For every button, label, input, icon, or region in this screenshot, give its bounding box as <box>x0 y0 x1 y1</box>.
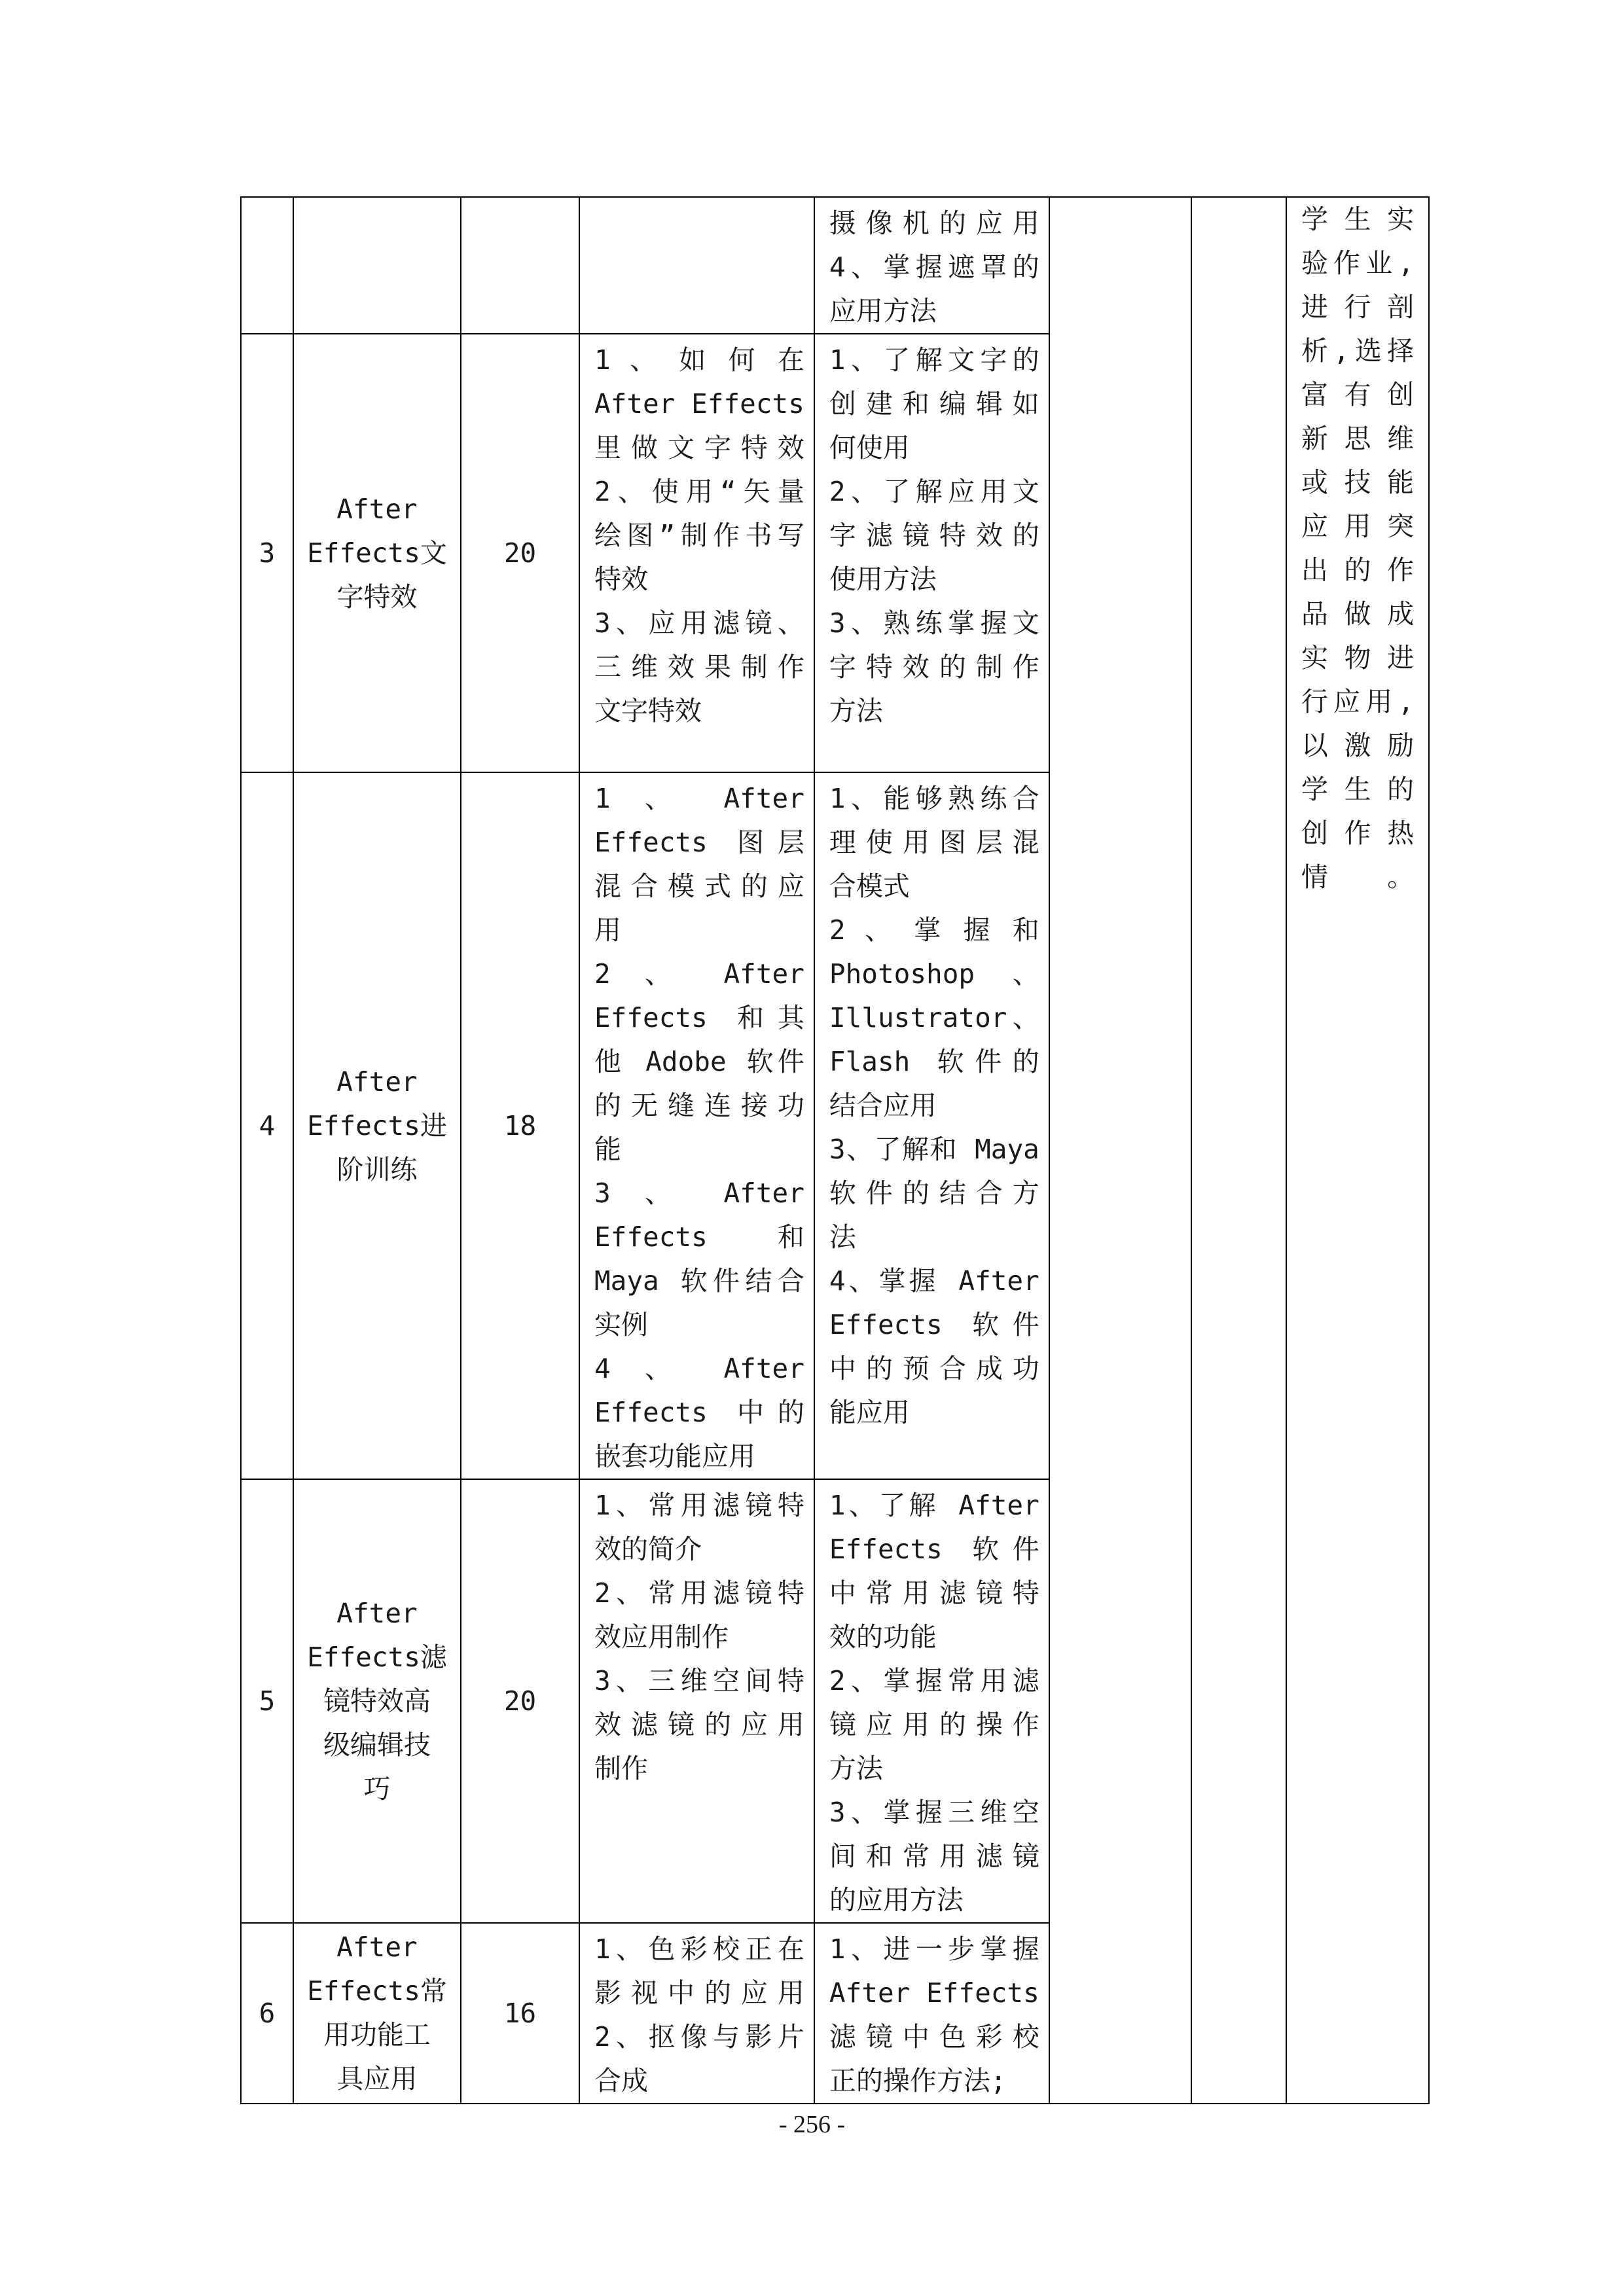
content-line: 2 、 After <box>594 958 804 990</box>
content-line: 特效 <box>594 564 648 595</box>
objective-line: 2、了解应用文 <box>829 476 1039 507</box>
evaluation-line: 创 作 热 <box>1301 817 1415 849</box>
cell-content <box>579 334 814 772</box>
content-line: 2、使用“矢量 <box>594 476 804 507</box>
name-line: 用功能工 <box>323 2019 431 2051</box>
evaluation-line: 析,选择 <box>1301 335 1415 367</box>
content-line: Effects 和其 <box>594 1002 804 1033</box>
content-line: 混合模式的应 <box>594 870 804 902</box>
evaluation-line: 新 思 维 <box>1301 423 1415 454</box>
evaluation-line: 品 做 成 <box>1301 598 1415 630</box>
evaluation-line: 学 生 的 <box>1301 774 1415 805</box>
objective-line: 法 <box>829 1221 856 1253</box>
objective-line: 结合应用 <box>829 1090 937 1121</box>
objective-line: Photoshop 、 <box>829 958 1039 990</box>
name-line: 级编辑技 <box>323 1729 431 1761</box>
objective-line: 的应用方法 <box>829 1884 964 1916</box>
content-line: 1、色彩校正在 <box>594 1933 804 1965</box>
name-line: 具应用 <box>336 2063 418 2094</box>
name-line: 字特效 <box>336 581 418 613</box>
cell-hours: 20 <box>461 1479 579 1923</box>
cell-objectives <box>814 1923 1049 2104</box>
objective-line: 1、了解 After <box>829 1490 1039 1521</box>
objective-line: Effects 软件 <box>829 1534 1039 1565</box>
objective-line: Effects 软件 <box>829 1309 1039 1340</box>
objective-line: Flash 软件的 <box>829 1046 1039 1077</box>
content-line: After Effects <box>594 388 804 420</box>
content-line: 1 、 如 何 在 <box>594 344 804 376</box>
cell-name <box>293 334 461 772</box>
name-line: 阶训练 <box>336 1153 418 1185</box>
objective-line: 4、掌握遮罩的 <box>829 251 1039 283</box>
objective-line: 4、掌握 After <box>829 1265 1039 1297</box>
objective-line: Illustrator、 <box>829 1002 1039 1033</box>
objective-line: 1、了解文字的 <box>829 344 1039 376</box>
objective-line: 创建和编辑如 <box>829 388 1039 420</box>
content-line: 文字特效 <box>594 695 702 726</box>
content-line: 合成 <box>594 2065 648 2096</box>
name-line: Effects进 <box>307 1109 447 1141</box>
objective-line: 1、能够熟练合 <box>829 783 1039 814</box>
objective-line: 字滤镜特效的 <box>829 520 1039 551</box>
cell-hours: 18 <box>461 772 579 1479</box>
page-number: - 256 - <box>778 2111 846 2138</box>
content-line: 他 Adobe 软件 <box>594 1046 804 1077</box>
name-line: 巧 <box>363 1772 391 1804</box>
content-line: 里做文字特效 <box>594 432 804 463</box>
cell-no: 3 <box>241 334 293 772</box>
objective-line: 1、进一步掌握 <box>829 1933 1039 1965</box>
objective-line: 中的预合成功 <box>829 1353 1039 1384</box>
objective-line: 软件的结合方 <box>829 1177 1039 1209</box>
evaluation-line: 行应用, <box>1301 686 1415 717</box>
evaluation-line: 出 的 作 <box>1301 554 1415 586</box>
content-line: 2、抠像与影片 <box>594 2021 804 2053</box>
content-line: Effects 图层 <box>594 827 804 858</box>
objective-line: 字特效的制作 <box>829 651 1039 683</box>
table-row-continued <box>241 197 1429 334</box>
objective-line: 2、掌握常用滤 <box>829 1665 1039 1696</box>
name-line: After <box>336 493 418 525</box>
content-line: 3、应用滤镜、 <box>594 607 804 639</box>
content-line: 绘图”制作书写 <box>594 520 804 551</box>
objective-line: 摄像机的应用 <box>829 207 1039 239</box>
cell-content <box>579 1923 814 2104</box>
name-line: Effects滤 <box>307 1641 447 1673</box>
cell-hours: 16 <box>461 1923 579 2104</box>
content-line: Maya 软件结合 <box>594 1265 804 1297</box>
evaluation-line: 富 有 创 <box>1301 379 1415 410</box>
name-line: Effects常 <box>307 1975 447 2007</box>
cell-content-continued <box>579 197 814 334</box>
objective-line: 中常用滤镜特 <box>829 1577 1039 1609</box>
content-line: 三维效果制作 <box>594 651 804 683</box>
cell-objectives <box>814 1479 1049 1923</box>
objective-line: 3、了解和 Maya <box>829 1134 1039 1165</box>
cell-no: 5 <box>241 1479 293 1923</box>
content-line: 嵌套功能应用 <box>594 1441 755 1472</box>
content-line: 用 <box>594 914 621 946</box>
objective-line: After Effects <box>829 1977 1039 2009</box>
cell-no: 6 <box>241 1923 293 2104</box>
name-line: 镜特效高 <box>323 1685 431 1717</box>
content-line: 1、常用滤镜特 <box>594 1490 804 1521</box>
content-line: 效应用制作 <box>594 1621 729 1653</box>
content-line: 1 、 After <box>594 783 804 814</box>
name-line: Effects文 <box>307 537 447 569</box>
content-line: 能 <box>594 1134 621 1165</box>
name-line: After <box>336 1931 418 1963</box>
name-line: After <box>336 1597 418 1629</box>
cell-hours: 20 <box>461 334 579 772</box>
objective-line: 镜应用的操作 <box>829 1709 1039 1740</box>
cell-hours-continued <box>461 197 579 334</box>
content-line: 效滤镜的应用 <box>594 1709 804 1740</box>
cell-name-continued <box>293 197 461 334</box>
objective-line: 间和常用滤镜 <box>829 1840 1039 1872</box>
cell-objectives <box>814 772 1049 1479</box>
content-line: 效的简介 <box>594 1534 702 1565</box>
objective-line: 合模式 <box>829 870 910 902</box>
content-line: 3 、 After <box>594 1177 804 1209</box>
content-line: 影视中的应用 <box>594 1977 804 2009</box>
content-line: Effects 和 <box>594 1221 804 1253</box>
cell-blank-a <box>1049 197 1191 2104</box>
evaluation-line: 学 生 实 <box>1301 204 1415 235</box>
evaluation-line: 实 物 进 <box>1301 642 1415 673</box>
objective-line: 方法 <box>829 1753 883 1784</box>
objective-line: 应用方法 <box>829 295 937 327</box>
cell-no-continued <box>241 197 293 334</box>
objective-line: 3、熟练掌握文 <box>829 607 1039 639</box>
cell-name <box>293 772 461 1479</box>
content-line: 2、常用滤镜特 <box>594 1577 804 1609</box>
objective-line: 3、掌握三维空 <box>829 1797 1039 1828</box>
cell-blank-b <box>1191 197 1286 2104</box>
objective-line: 理使用图层混 <box>829 827 1039 858</box>
evaluation-line: 验作业, <box>1301 247 1415 279</box>
curriculum-table <box>240 196 1430 2104</box>
content-line: 实例 <box>594 1309 648 1340</box>
evaluation-line: 以 激 励 <box>1301 730 1415 761</box>
objective-line: 滤镜中色彩校 <box>829 2021 1039 2053</box>
cell-content <box>579 1479 814 1923</box>
name-line: After <box>336 1066 418 1098</box>
content-line: 3、三维空间特 <box>594 1665 804 1696</box>
cell-name <box>293 1479 461 1923</box>
content-line: 的无缝连接功 <box>594 1090 804 1121</box>
content-line: 4 、 After <box>594 1353 804 1384</box>
objective-line: 正的操作方法; <box>829 2065 1007 2096</box>
objective-line: 能应用 <box>829 1397 910 1428</box>
evaluation-line: 情。 <box>1301 861 1415 893</box>
objective-line: 何使用 <box>829 432 910 463</box>
objective-line: 2 、 掌 握 和 <box>829 914 1039 946</box>
evaluation-line: 或 技 能 <box>1301 467 1415 498</box>
cell-name <box>293 1923 461 2104</box>
cell-no: 4 <box>241 772 293 1479</box>
objective-line: 使用方法 <box>829 564 937 595</box>
content-line: 制作 <box>594 1753 648 1784</box>
cell-evaluation <box>1286 197 1429 2104</box>
evaluation-line: 进 行 剖 <box>1301 291 1415 323</box>
objective-line: 效的功能 <box>829 1621 937 1653</box>
cell-objectives <box>814 334 1049 772</box>
cell-objectives-continued <box>814 197 1049 334</box>
objective-line: 方法 <box>829 695 883 726</box>
evaluation-line: 应 用 突 <box>1301 511 1415 542</box>
content-line: Effects 中的 <box>594 1397 804 1428</box>
cell-content <box>579 772 814 1479</box>
